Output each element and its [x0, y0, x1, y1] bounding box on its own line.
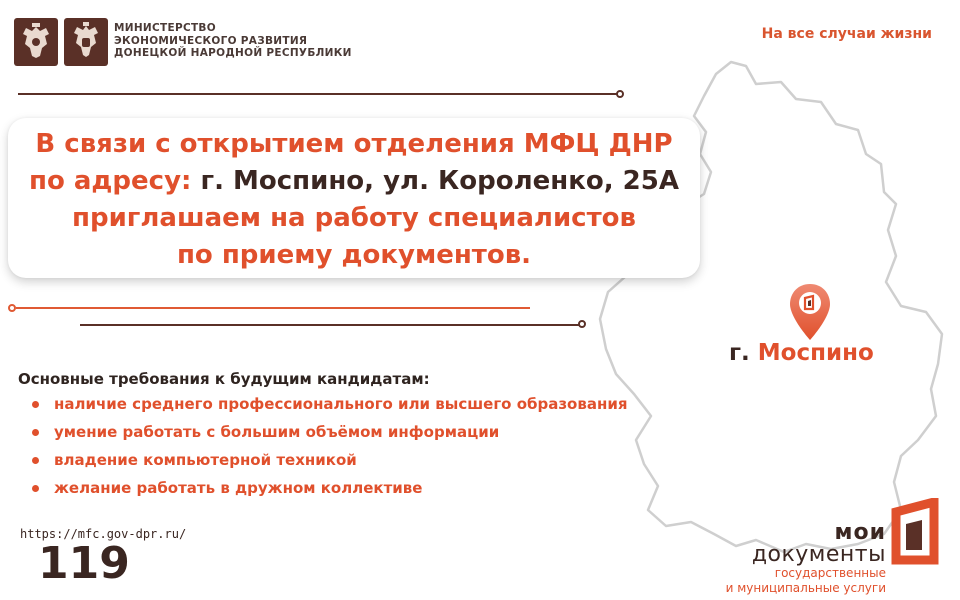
- page-number: 119: [38, 538, 130, 589]
- divider-dot: [8, 304, 16, 312]
- list-item: наличие среднего профессионального или высшего образования: [32, 393, 627, 421]
- mfc-logo-text: [700, 522, 886, 596]
- ministry-line: МИНИСТЕРСТВО: [114, 22, 216, 34]
- ministry-line: ДОНЕЦКОЙ НАРОДНОЙ РЕСПУБЛИКИ: [114, 47, 352, 59]
- logo-line-4: и муниципальные услуги: [725, 581, 886, 595]
- headline: [8, 126, 700, 274]
- dpr-coat-of-arms-icon: [64, 18, 108, 66]
- website-url[interactable]: https://mfc.gov-dpr.ru/: [20, 527, 187, 541]
- headline-line-3: приглашаем на работу специалистов: [72, 203, 636, 233]
- divider-dot: [578, 320, 586, 328]
- list-item: желание работать в дружном коллективе: [32, 477, 627, 505]
- slogan: На все случаи жизни: [761, 26, 932, 42]
- logo-line-2: документы: [751, 542, 886, 567]
- headline-line-1: В связи с открытием отделения МФЦ ДНР: [35, 129, 673, 159]
- divider-line: [16, 307, 530, 309]
- ministry-line: ЭКОНОМИЧЕСКОГО РАЗВИТИЯ: [114, 34, 308, 47]
- headline-line-2: [8, 163, 700, 200]
- logo-line-3: государственные: [774, 566, 886, 580]
- mfc-logo-icon: [890, 498, 944, 568]
- logo-line-1: мои: [834, 520, 886, 545]
- divider-line: [80, 324, 580, 326]
- list-item: владение компьютерной техникой: [32, 449, 627, 477]
- headline-address-prefix: по адресу:: [29, 166, 201, 196]
- ministry-name: [114, 22, 352, 60]
- city-name: Моспино: [757, 340, 874, 366]
- city-prefix: г.: [729, 340, 758, 366]
- divider-line: [18, 93, 618, 95]
- city-label: [729, 340, 874, 366]
- location-pin-icon: [787, 282, 833, 342]
- headline-line-4: по приему документов.: [176, 240, 532, 270]
- requirements-title: Основные требования к будущим кандидатам:: [18, 370, 430, 388]
- russia-coat-of-arms-icon: [14, 18, 58, 66]
- list-item: умение работать с большим объёмом информации: [32, 421, 627, 449]
- requirements-list: [32, 393, 627, 505]
- headline-address: г. Моспино, ул. Короленко, 25А: [200, 166, 679, 196]
